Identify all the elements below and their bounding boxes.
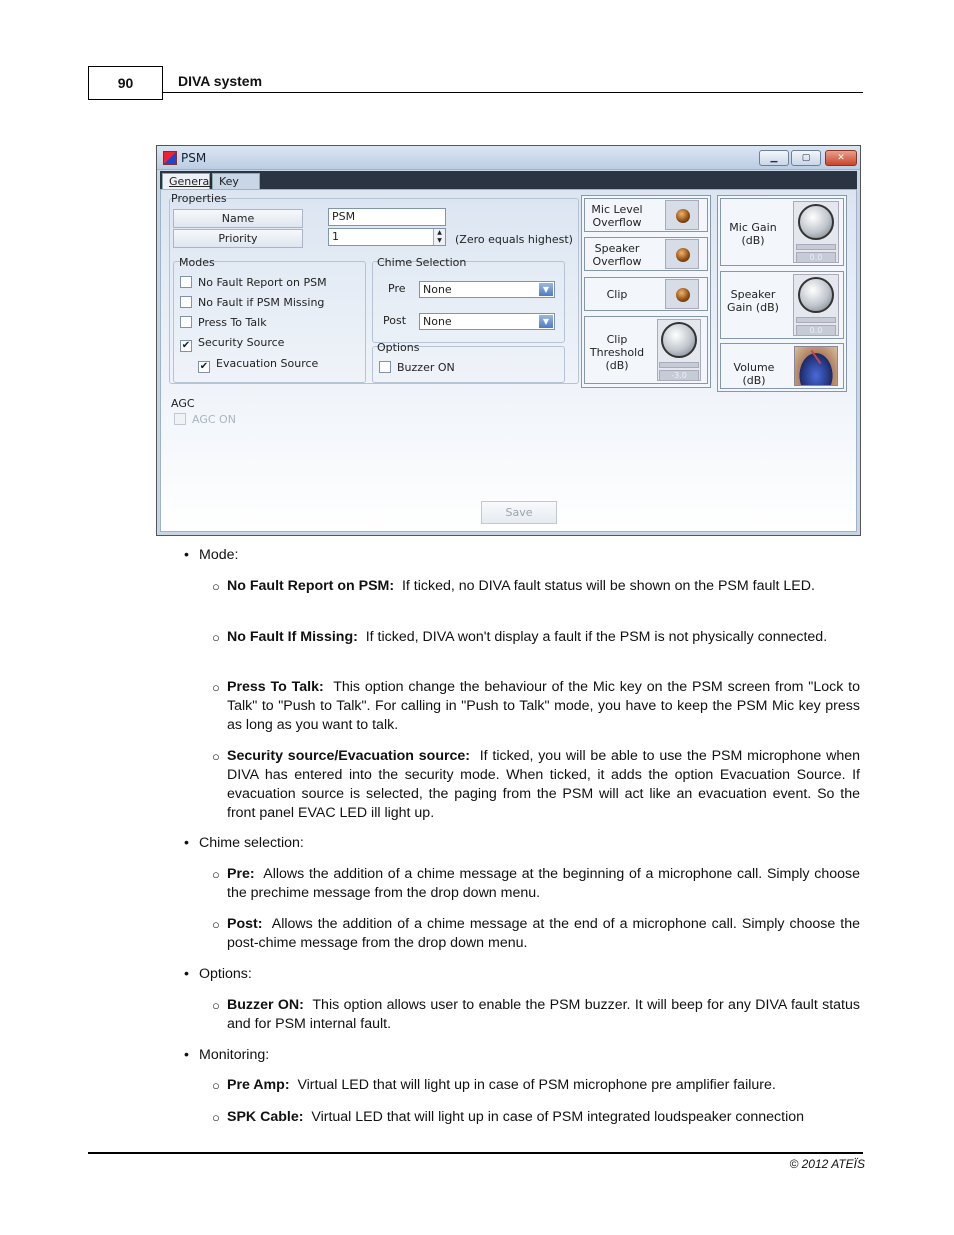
mic-gain-cell: Mic Gain (dB) 0.0 bbox=[720, 198, 844, 266]
mode-press-to-talk[interactable]: Press To Talk bbox=[180, 316, 267, 330]
volume-dial-icon[interactable] bbox=[794, 346, 838, 386]
pre-select[interactable]: None ▼ bbox=[419, 281, 555, 298]
footer-copyright: © 2012 ATEÏS bbox=[789, 1157, 865, 1171]
led-icon bbox=[676, 288, 690, 302]
buzzer-on-option[interactable]: Buzzer ON bbox=[379, 361, 455, 375]
checkbox-icon[interactable] bbox=[180, 296, 192, 308]
knob-icon[interactable] bbox=[661, 322, 697, 358]
post-label: Post bbox=[383, 314, 407, 327]
priority-note: (Zero equals highest) bbox=[455, 233, 573, 246]
mic-level-overflow-cell: Mic Level Overflow bbox=[584, 198, 708, 232]
agc-label: AGC bbox=[171, 397, 195, 410]
name-label: Name bbox=[173, 209, 303, 228]
led-icon bbox=[676, 248, 690, 262]
options-label: Options bbox=[377, 341, 420, 354]
pre-label: Pre bbox=[388, 282, 406, 295]
properties-label: Properties bbox=[171, 192, 227, 205]
mode-no-fault-missing[interactable]: No Fault if PSM Missing bbox=[180, 296, 324, 310]
checkmark-icon[interactable]: ✔ bbox=[199, 361, 209, 372]
close-button[interactable]: ✕ bbox=[825, 150, 857, 166]
tab-content bbox=[160, 189, 857, 532]
chime-group bbox=[372, 261, 565, 343]
checkbox-icon[interactable] bbox=[180, 316, 192, 328]
stepper-arrows-icon[interactable] bbox=[659, 362, 699, 368]
footer-rule bbox=[88, 1152, 863, 1154]
knob-icon[interactable] bbox=[798, 277, 834, 313]
page-title: DIVA system bbox=[178, 73, 263, 89]
modes-label: Modes bbox=[179, 256, 215, 269]
checkbox-icon[interactable] bbox=[180, 276, 192, 288]
stepper-arrows-icon[interactable] bbox=[796, 244, 836, 250]
page-number: 90 bbox=[88, 66, 163, 100]
header-rule bbox=[163, 92, 863, 93]
clip-threshold-cell: Clip Threshold (dB) -3.0 bbox=[584, 316, 708, 384]
app-icon bbox=[163, 151, 177, 165]
priority-value: 1 bbox=[332, 230, 339, 243]
clip-cell: Clip bbox=[584, 277, 708, 311]
minimize-button[interactable]: ▁ bbox=[759, 150, 789, 166]
checkmark-icon[interactable]: ✔ bbox=[181, 340, 191, 351]
checkbox-icon[interactable] bbox=[379, 361, 391, 373]
window-title: PSM bbox=[181, 151, 207, 165]
knob-icon[interactable] bbox=[798, 204, 834, 240]
dropdown-arrow-icon[interactable]: ▼ bbox=[539, 283, 553, 296]
tab-strip bbox=[160, 171, 857, 189]
maximize-button[interactable]: ▢ bbox=[791, 150, 821, 166]
speaker-gain-cell: Speaker Gain (dB) 0.0 bbox=[720, 271, 844, 339]
priority-stepper[interactable] bbox=[328, 228, 446, 246]
dropdown-arrow-icon[interactable]: ▼ bbox=[539, 315, 553, 328]
name-field[interactable]: PSM bbox=[328, 208, 446, 226]
mode-security-source[interactable]: ✔ Security Source bbox=[181, 336, 285, 351]
mode-no-fault-report[interactable]: No Fault Report on PSM bbox=[180, 276, 327, 290]
agc-on-option: AGC ON bbox=[174, 413, 236, 427]
tab-key[interactable]: Key bbox=[212, 173, 260, 189]
post-select[interactable]: None ▼ bbox=[419, 313, 555, 330]
title-bar bbox=[157, 146, 860, 170]
save-button[interactable]: Save bbox=[481, 501, 557, 524]
checkbox-icon bbox=[174, 413, 186, 425]
mode-evacuation-source[interactable]: ✔ Evacuation Source bbox=[199, 357, 319, 372]
stepper-arrows-icon[interactable] bbox=[796, 317, 836, 323]
led-icon bbox=[676, 209, 690, 223]
volume-cell: Volume (dB) bbox=[720, 343, 844, 389]
psm-window bbox=[156, 145, 861, 536]
speaker-overflow-cell: Speaker Overflow bbox=[584, 237, 708, 271]
priority-label: Priority bbox=[173, 229, 303, 248]
spin-arrows-icon[interactable]: ▲ ▼ bbox=[433, 229, 445, 245]
chime-label: Chime Selection bbox=[377, 256, 467, 269]
tab-general[interactable]: General bbox=[162, 173, 210, 189]
